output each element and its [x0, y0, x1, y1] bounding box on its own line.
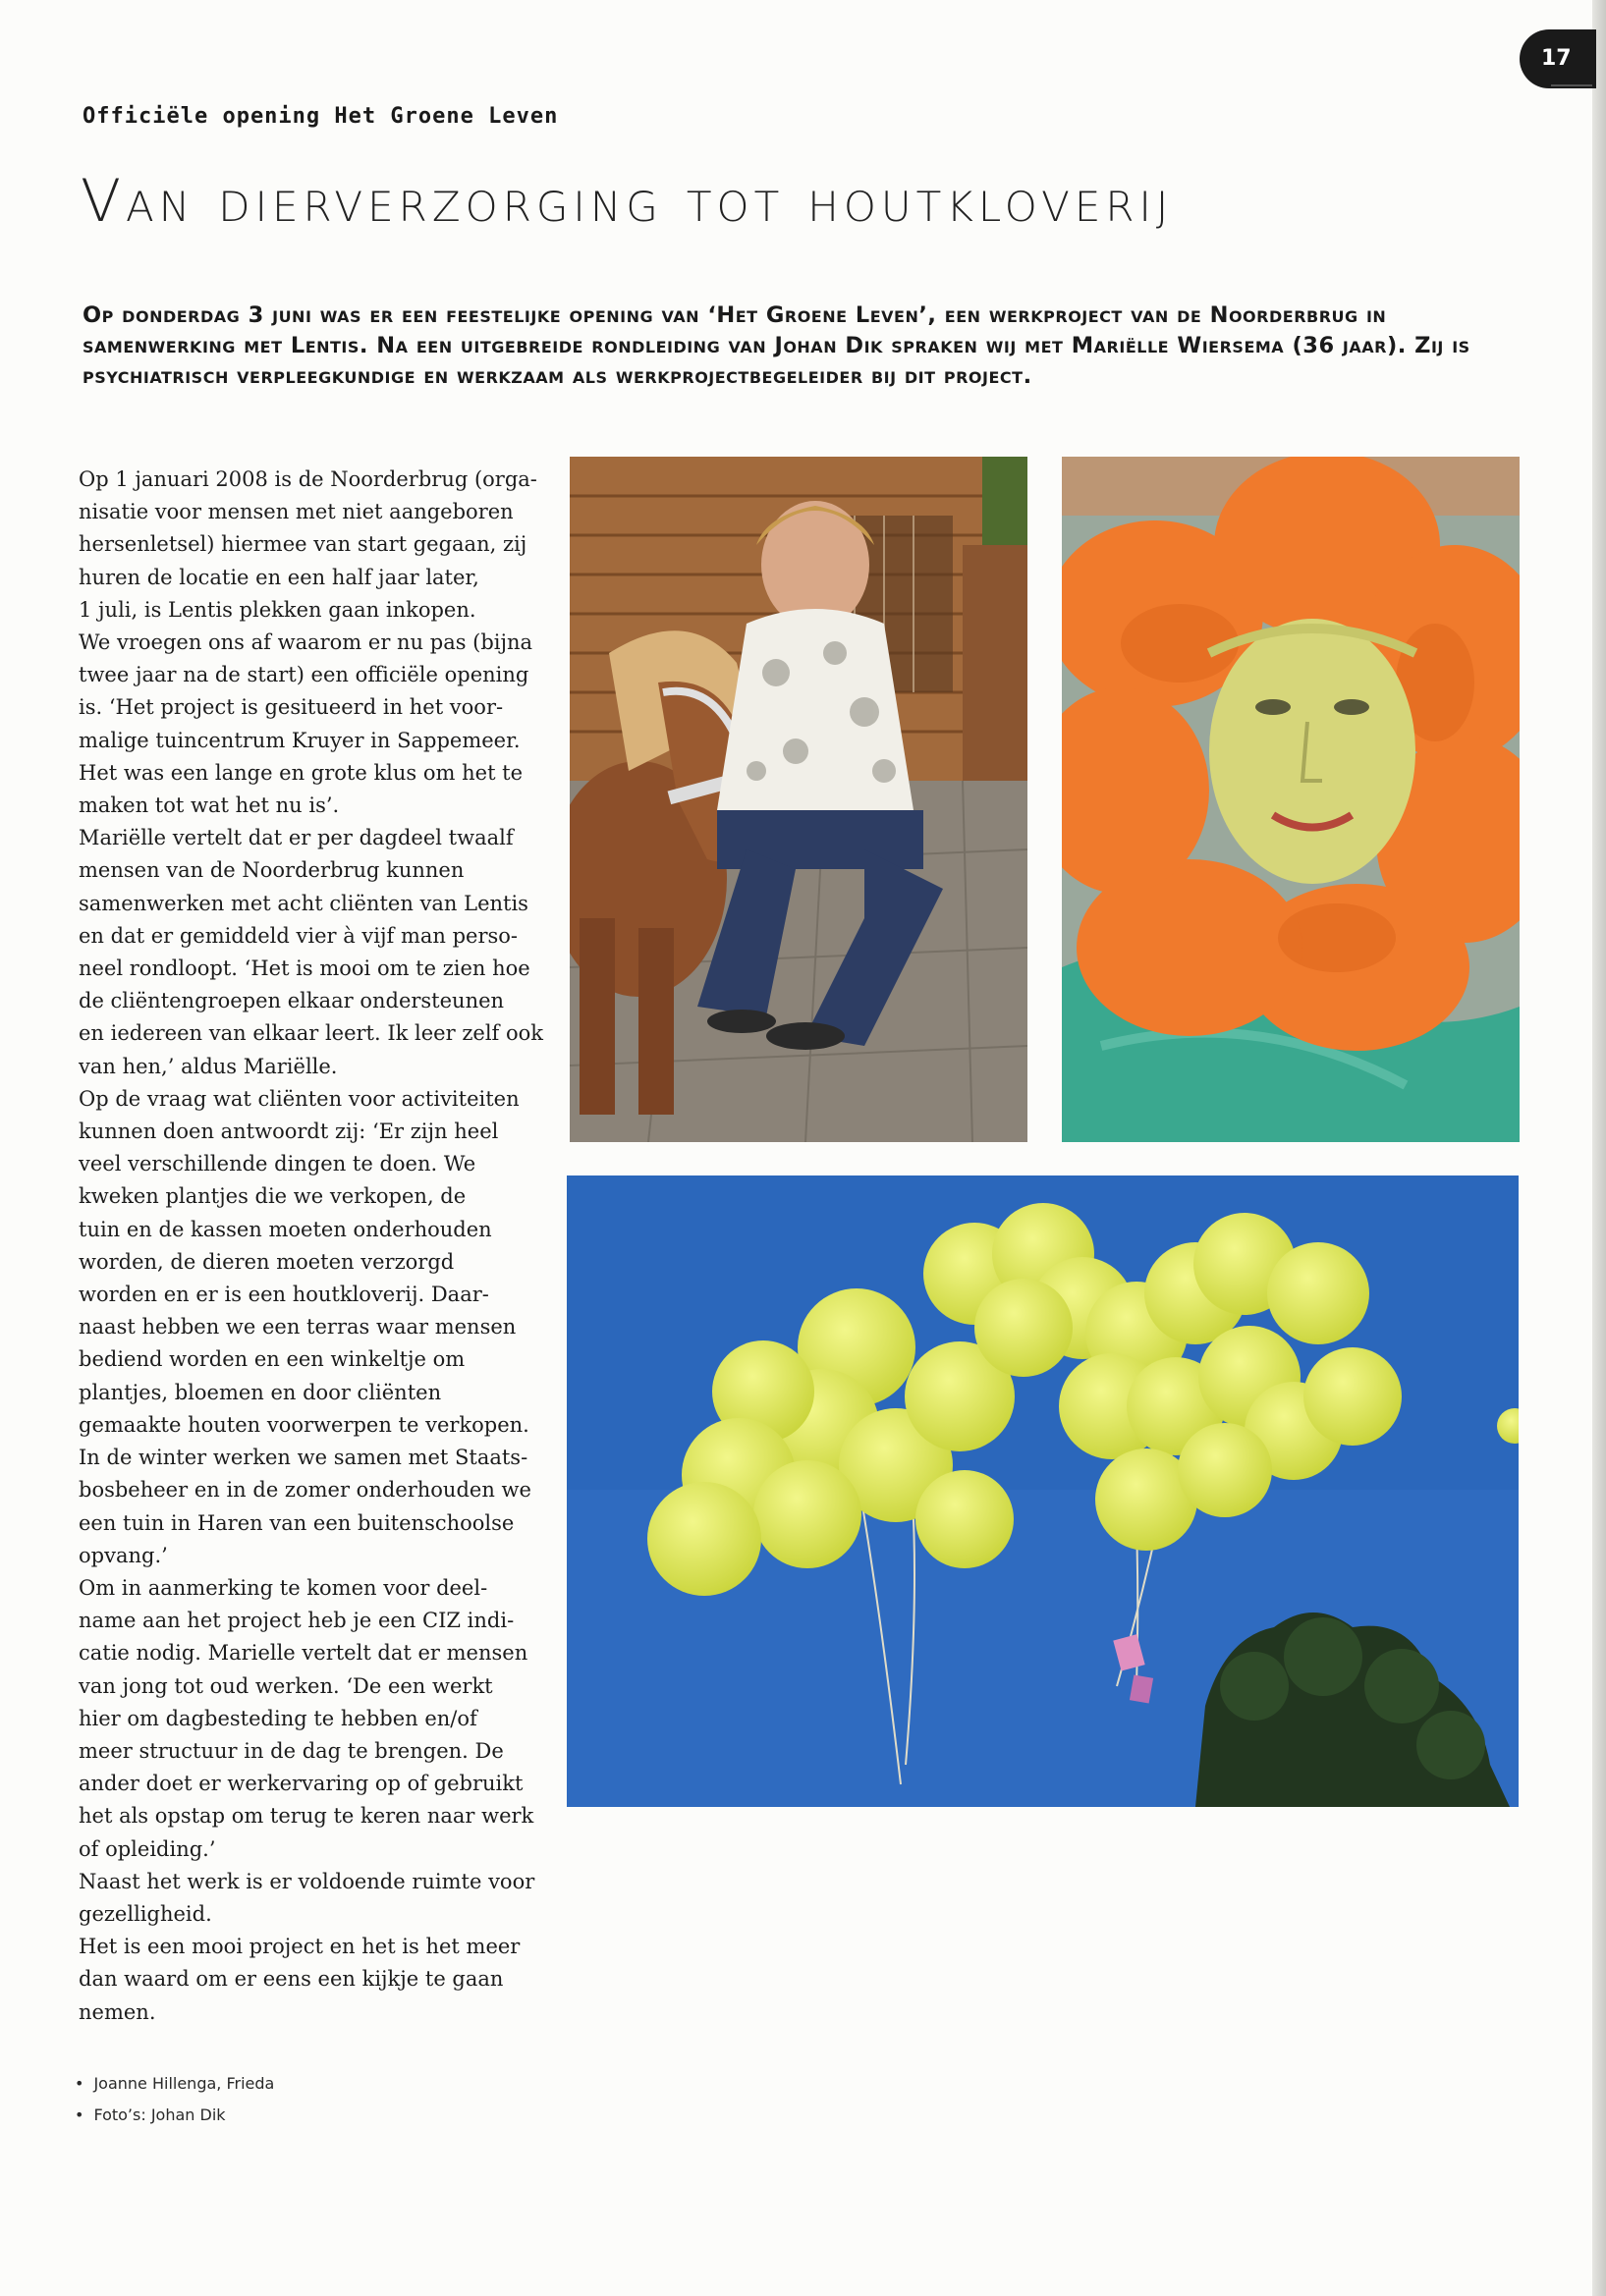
body-line: van hen,’ aldus Mariëlle. — [79, 1054, 338, 1078]
body-line: gemaakte houten voorwerpen te verkopen. — [79, 1412, 529, 1437]
bullet-icon: • — [75, 2074, 84, 2093]
body-line: een tuin in Haren van een buitenschoolse — [79, 1510, 515, 1535]
photo-flower-costume — [1062, 457, 1520, 1142]
body-line: van jong tot oud werken. ‘De een werkt — [79, 1673, 493, 1698]
body-line: mensen van de Noorderbrug kunnen — [79, 858, 465, 883]
photo-woman-with-pony-image — [570, 457, 1027, 1142]
body-line: Mariëlle vertelt dat er per dagdeel twaalf — [79, 826, 514, 850]
body-line: plantjes, bloemen en door cliënten — [79, 1380, 442, 1404]
body-line: veel verschillende dingen te doen. We — [79, 1152, 476, 1176]
body-line: maken tot wat het nu is’. — [79, 793, 340, 818]
page-number-rule — [1551, 84, 1592, 86]
body-line: bediend worden en een winkeltje om — [79, 1347, 466, 1372]
page-number: 17 — [1520, 29, 1596, 88]
body-line: de cliëntengroepen elkaar ondersteunen — [79, 989, 505, 1013]
body-line: naast hebben we een terras waar mensen — [79, 1315, 517, 1339]
body-line: neel rondloopt. ‘Het is mooi om te zien hoe — [79, 957, 530, 981]
photo-balloons — [567, 1175, 1519, 1807]
body-line: Om in aanmerking te komen voor deel- — [79, 1575, 488, 1600]
body-line: opvang.’ — [79, 1543, 168, 1567]
article-body — [79, 464, 543, 2029]
body-line: Op de vraag wat cliënten voor activiteiten — [79, 1086, 520, 1111]
headline: Van dierverzorging tot houtkloverij — [81, 167, 1174, 236]
body-line: gezelligheid. — [79, 1901, 212, 1926]
lead-paragraph: Op donderdag 3 juni was er een feestelijke opening van ‘Het Groene Leven’, een werkproject van de Noorderbrug in samenwerking met Lentis. Na een uitgebreide rondleiding van Johan Dik spraken wij met Mariëlle Wiersema (36 jaar). Zij is psychiatrisch verpleegkundige en werkzaam als werkprojectbegeleider bij dit project. — [83, 302, 1470, 389]
body-line: twee jaar na de start) een officiële opening — [79, 663, 529, 687]
body-line: samenwerken met acht cliënten van Lentis — [79, 891, 528, 915]
body-line: nisatie voor mensen met niet aangeboren — [79, 500, 514, 524]
body-line: We vroegen ons af waarom er nu pas (bijna — [79, 630, 533, 655]
body-line: Het was een lange en grote klus om het te — [79, 760, 524, 785]
body-line: nemen. — [79, 1999, 156, 2024]
body-line: en dat er gemiddeld vier à vijf man perso- — [79, 923, 519, 948]
body-line: worden, de dieren moeten verzorgd — [79, 1249, 455, 1274]
body-line: meer structuur in de dag te brengen. De — [79, 1738, 504, 1763]
body-line: 1 juli, is Lentis plekken gaan inkopen. — [79, 597, 476, 622]
body-line: Naast het werk is er voldoende ruimte voor — [79, 1869, 535, 1893]
photo-balloons-image — [567, 1175, 1519, 1807]
body-line: tuin en de kassen moeten onderhouden — [79, 1217, 492, 1241]
body-line: kunnen doen antwoordt zij: ‘Er zijn heel — [79, 1120, 499, 1144]
body-line: hier om dagbesteding te hebben en/of — [79, 1706, 477, 1730]
body-line: hersenletsel) hiermee van start gegaan, zij — [79, 532, 527, 557]
credits — [75, 2068, 274, 2131]
credit-photos — [75, 2100, 274, 2131]
photo-woman-with-pony — [570, 457, 1027, 1142]
body-line: ander doet er werkervaring op of gebruikt — [79, 1772, 524, 1796]
body-line: het als opstap om terug te keren naar werk — [79, 1804, 534, 1829]
body-line: worden en er is een houtkloverij. Daar- — [79, 1283, 489, 1307]
body-line: of opleiding.’ — [79, 1836, 216, 1861]
body-line: bosbeheer en in de zomer onderhouden we — [79, 1478, 531, 1503]
body-line: is. ‘Het project is gesitueerd in het voor- — [79, 695, 504, 720]
body-line: name aan het project heb je een CIZ indi- — [79, 1609, 515, 1633]
body-line: catie nodig. Marielle vertelt dat er mensen — [79, 1641, 528, 1666]
bullet-icon: • — [75, 2105, 84, 2124]
body-line: en iedereen van elkaar leert. Ik leer zelf ook — [79, 1021, 543, 1046]
credit-author-text: Joanne Hillenga, Frieda — [93, 2074, 275, 2093]
credit-author — [75, 2068, 274, 2100]
kicker: Officiële opening Het Groene Leven — [83, 104, 559, 129]
body-line: malige tuincentrum Kruyer in Sappemeer. — [79, 728, 521, 752]
credit-photos-text: Foto’s: Johan Dik — [93, 2105, 226, 2124]
body-line: Op 1 januari 2008 is de Noorderbrug (orga- — [79, 467, 537, 491]
photo-flower-costume-image — [1062, 457, 1520, 1142]
body-line: Het is een mooi project en het is het meer — [79, 1935, 521, 1959]
body-line: In de winter werken we samen met Staats- — [79, 1446, 528, 1470]
body-line: dan waard om er eens een kijkje te gaan — [79, 1967, 504, 1992]
body-line: kweken plantjes die we verkopen, de — [79, 1184, 467, 1209]
body-line: huren de locatie en een half jaar later, — [79, 565, 479, 589]
page-edge — [1592, 0, 1606, 2296]
